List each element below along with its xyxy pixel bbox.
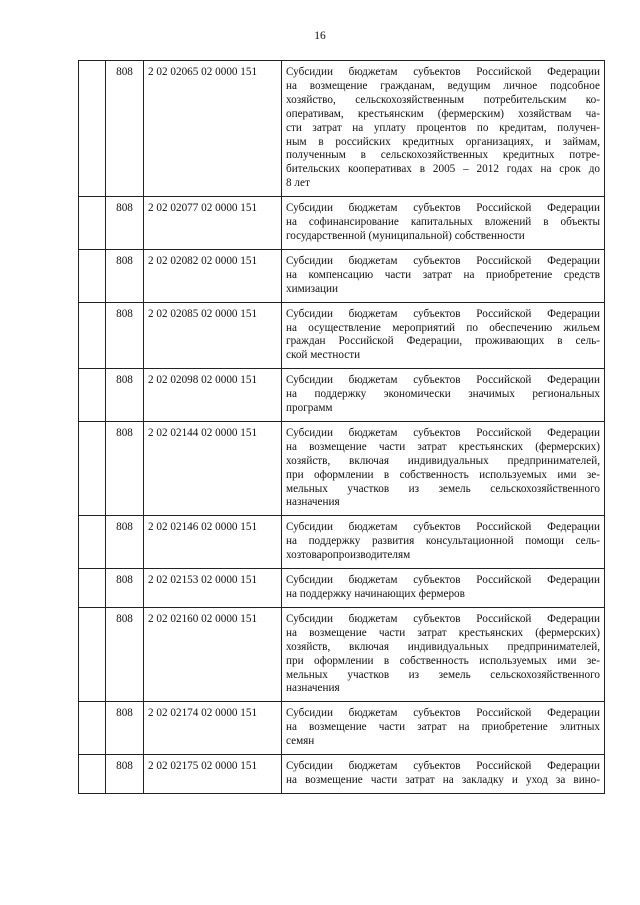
revenue-name-line: хозяйств, включая индивидуальных предпринимателей,	[286, 640, 600, 653]
empty-cell	[79, 302, 106, 369]
administrator-code-cell: 808	[106, 197, 144, 250]
administrator-code-cell: 808	[106, 607, 144, 701]
revenue-name-line: ным в российских кредитных организациях, и займам,	[286, 135, 600, 148]
budget-classification-code-cell: 2 02 02098 02 0000 151	[144, 369, 282, 422]
revenue-name-line: программ	[286, 402, 333, 415]
table-row	[79, 702, 605, 755]
revenue-name-line: на возмещение гражданам, ведущим личное подсобное	[286, 79, 600, 92]
revenue-name-line: бительских кооперативах в 2005 – 2012 годах на срок до	[286, 163, 600, 176]
administrator-code-cell: 808	[106, 302, 144, 369]
empty-cell	[79, 702, 106, 755]
revenue-name-cell	[282, 369, 605, 422]
budget-classification-code-cell: 2 02 02085 02 0000 151	[144, 302, 282, 369]
table-row	[79, 369, 605, 422]
budget-classification-code-cell: 2 02 02077 02 0000 151	[144, 197, 282, 250]
revenue-name-line: государственной (муниципальной) собственности	[286, 229, 525, 242]
revenue-name-line: Субсидии бюджетам субъектов Российской Федерации	[286, 521, 600, 534]
administrator-code-cell: 808	[106, 569, 144, 608]
table-row	[79, 421, 605, 515]
budget-classification-code-cell: 2 02 02146 02 0000 151	[144, 516, 282, 569]
revenue-name-cell	[282, 569, 605, 608]
administrator-code-cell: 808	[106, 61, 144, 197]
budget-classification-code-cell: 2 02 02065 02 0000 151	[144, 61, 282, 197]
empty-cell	[79, 61, 106, 197]
revenue-name-line: сти затрат на уплату процентов по кредитам, получен-	[286, 121, 600, 134]
empty-cell	[79, 369, 106, 422]
revenue-name-line: химизации	[286, 282, 338, 295]
revenue-name-line: Субсидии бюджетам субъектов Российской Федерации	[286, 574, 600, 587]
revenue-name-cell	[282, 755, 605, 794]
revenue-name-line: на осуществление мероприятий по обеспечению жильем	[286, 321, 600, 334]
empty-cell	[79, 607, 106, 701]
revenue-name-line: на возмещение части затрат крестьянских (фермерских)	[286, 440, 600, 453]
budget-classification-code-cell: 2 02 02144 02 0000 151	[144, 421, 282, 515]
revenue-name-line: на поддержку развития консультационной помощи сель-	[286, 535, 600, 548]
budget-classification-code-cell: 2 02 02153 02 0000 151	[144, 569, 282, 608]
administrator-code-cell: 808	[106, 516, 144, 569]
revenue-name-line: хозтоваропроизводителям	[286, 549, 411, 562]
administrator-code-cell: 808	[106, 702, 144, 755]
empty-cell	[79, 197, 106, 250]
revenue-name-line: на поддержку начинающих фермеров	[286, 588, 465, 600]
table-row	[79, 755, 605, 794]
revenue-name-line: на поддержку экономически значимых региональных	[286, 388, 600, 401]
revenue-name-cell	[282, 702, 605, 755]
revenue-name-cell	[282, 302, 605, 369]
table-row	[79, 607, 605, 701]
budget-classification-code-cell: 2 02 02174 02 0000 151	[144, 702, 282, 755]
revenue-name-cell	[282, 607, 605, 701]
revenue-name-cell	[282, 516, 605, 569]
revenue-name-line: на софинансирование капитальных вложений в объекты	[286, 216, 600, 229]
empty-cell	[79, 569, 106, 608]
revenue-name-cell	[282, 61, 605, 197]
table-row	[79, 197, 605, 250]
empty-cell	[79, 249, 106, 302]
revenue-name-line: на возмещение части затрат на закладку и уход за вино-	[286, 773, 600, 786]
revenue-name-line: 8 лет	[286, 177, 310, 190]
revenue-name-line: Субсидии бюджетам субъектов Российской Федерации	[286, 254, 600, 267]
revenue-name-line: при оформлении в собственность используемых ими зе-	[286, 654, 600, 667]
table-row	[79, 249, 605, 302]
revenue-name-cell	[282, 197, 605, 250]
revenue-name-line: полученным в сельскохозяйственных кредитных потре-	[286, 149, 600, 162]
revenue-name-line: оперативам, крестьянским (фермерским) хозяйствам ча-	[286, 107, 600, 120]
administrator-code-cell: 808	[106, 249, 144, 302]
revenue-name-line: Субсидии бюджетам субъектов Российской Федерации	[286, 707, 600, 720]
budget-classification-code-cell: 2 02 02082 02 0000 151	[144, 249, 282, 302]
administrator-code-cell: 808	[106, 755, 144, 794]
revenue-name-cell	[282, 249, 605, 302]
page-number: 16	[314, 30, 326, 42]
empty-cell	[79, 421, 106, 515]
table-body	[79, 61, 605, 794]
table-row	[79, 516, 605, 569]
revenue-name-line: хозяйств, включая индивидуальных предпринимателей,	[286, 454, 600, 467]
revenue-name-line: мельных участков из земель сельскохозяйственного	[286, 482, 600, 495]
administrator-code-cell: 808	[106, 369, 144, 422]
budget-classification-table	[78, 60, 605, 794]
empty-cell	[79, 516, 106, 569]
revenue-name-line: назначения	[286, 682, 340, 695]
table-row	[79, 302, 605, 369]
table-row	[79, 61, 605, 197]
administrator-code-cell: 808	[106, 421, 144, 515]
revenue-name-line: семян	[286, 735, 315, 748]
revenue-name-line: Субсидии бюджетам субъектов Российской Федерации	[286, 760, 600, 773]
revenue-name-line: на компенсацию части затрат на приобретение средств	[286, 268, 600, 281]
revenue-name-line: Субсидии бюджетам субъектов Российской Федерации	[286, 374, 600, 387]
empty-cell	[79, 755, 106, 794]
revenue-name-line: ской местности	[286, 349, 361, 362]
revenue-name-line: назначения	[286, 496, 340, 509]
budget-classification-code-cell: 2 02 02175 02 0000 151	[144, 755, 282, 794]
revenue-name-line: Субсидии бюджетам субъектов Российской Федерации	[286, 612, 600, 625]
revenue-name-line: Субсидии бюджетам субъектов Российской Федерации	[286, 66, 600, 78]
budget-classification-code-cell: 2 02 02160 02 0000 151	[144, 607, 282, 701]
table-row	[79, 569, 605, 608]
revenue-name-line: Субсидии бюджетам субъектов Российской Федерации	[286, 307, 600, 320]
revenue-name-line: Субсидии бюджетам субъектов Российской Федерации	[286, 202, 600, 215]
revenue-name-line: граждан Российской Федерации, проживающих в сель-	[286, 335, 600, 348]
revenue-name-line: на возмещение части затрат на приобретение элитных	[286, 721, 600, 734]
revenue-name-line: мельных участков из земель сельскохозяйственного	[286, 668, 600, 681]
revenue-name-cell	[282, 421, 605, 515]
revenue-name-line: Субсидии бюджетам субъектов Российской Федерации	[286, 426, 600, 439]
revenue-name-line: при оформлении в собственность используемых ими зе-	[286, 468, 600, 481]
revenue-name-line: хозяйство, сельскохозяйственным потребительским ко-	[286, 93, 600, 106]
revenue-name-line: на возмещение части затрат крестьянских (фермерских)	[286, 626, 600, 639]
